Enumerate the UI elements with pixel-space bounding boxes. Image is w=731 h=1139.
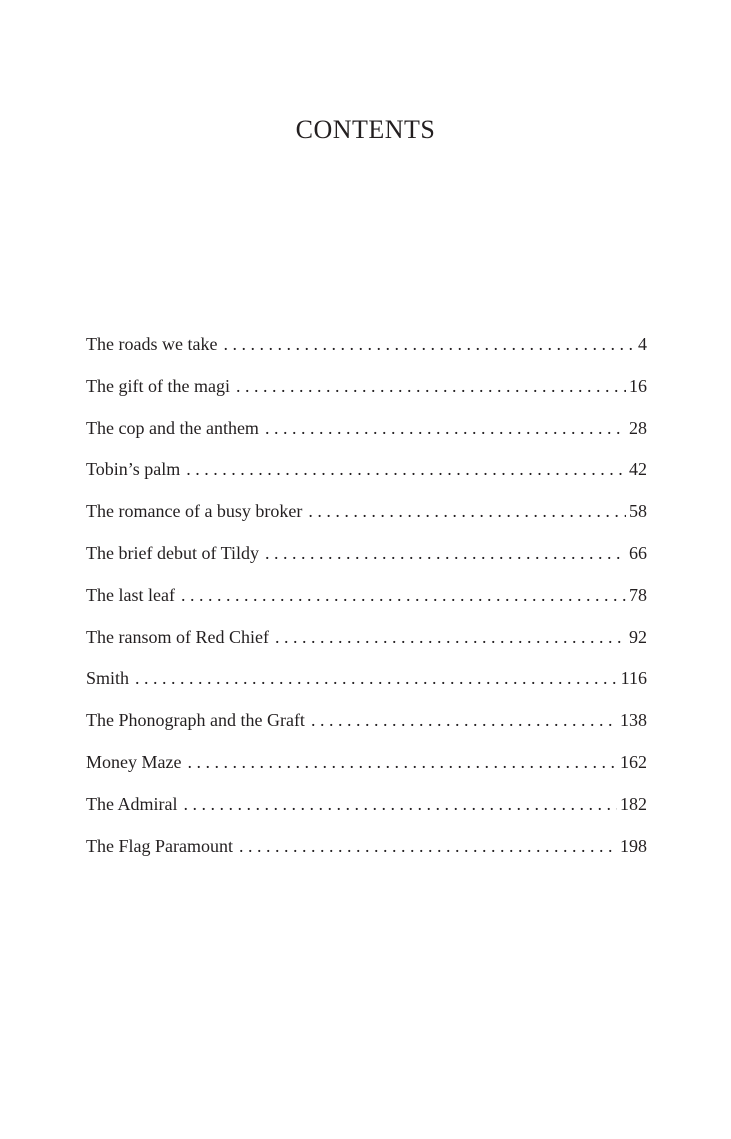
- toc-entry-page: 116: [620, 668, 647, 689]
- toc-entry[interactable]: [86, 539, 647, 581]
- toc-entry-page: 162: [620, 751, 647, 772]
- toc-entry-page: 78: [629, 584, 647, 605]
- toc-entry[interactable]: [86, 664, 647, 706]
- toc-entry-title: The Flag Paramount: [86, 835, 233, 856]
- toc-dot-leader: [186, 455, 626, 483]
- toc-entry-title: The brief debut of Tildy: [86, 542, 259, 563]
- toc-dot-leader: [183, 790, 617, 818]
- toc-entry-title: The romance of a busy broker: [86, 501, 303, 522]
- toc-entry[interactable]: [86, 581, 647, 623]
- toc-entry[interactable]: [86, 706, 647, 748]
- toc-entry-page: 58: [629, 501, 647, 522]
- toc-entry-title: The ransom of Red Chief: [86, 626, 269, 647]
- toc-entry-title: The cop and the anthem: [86, 417, 259, 438]
- toc-entry-title: Tobin’s palm: [86, 459, 181, 480]
- toc-entry-page: 182: [620, 793, 647, 814]
- toc-entry-page: 28: [629, 417, 647, 438]
- toc-dot-leader: [239, 832, 617, 860]
- toc-entry[interactable]: [86, 372, 647, 414]
- toc-entry-title: The Admiral: [86, 793, 178, 814]
- toc-entry-page: 92: [629, 626, 647, 647]
- toc-entry-page: 16: [629, 375, 647, 396]
- toc-entry[interactable]: [86, 455, 647, 497]
- toc-entry-page: 42: [629, 459, 647, 480]
- toc-dot-leader: [223, 330, 635, 358]
- page-title: CONTENTS: [295, 115, 436, 144]
- toc-dot-leader: [311, 706, 617, 734]
- toc-dot-leader: [181, 581, 626, 609]
- table-of-contents: [86, 330, 647, 873]
- toc-dot-leader: [265, 414, 626, 442]
- toc-entry-title: Smith: [86, 668, 130, 689]
- toc-entry-page: 138: [620, 710, 647, 731]
- toc-dot-leader: [135, 664, 618, 692]
- toc-dot-leader: [308, 497, 626, 525]
- toc-entry[interactable]: [86, 497, 647, 539]
- toc-entry-page: 66: [629, 542, 647, 563]
- toc-entry-title: The gift of the magi: [86, 375, 230, 396]
- toc-entry[interactable]: [86, 748, 647, 790]
- toc-dot-leader: [187, 748, 617, 776]
- toc-entry[interactable]: [86, 330, 647, 372]
- toc-entry[interactable]: [86, 832, 647, 874]
- toc-dot-leader: [236, 372, 626, 400]
- toc-dot-leader: [265, 539, 626, 567]
- toc-entry-title: The roads we take: [86, 334, 218, 354]
- toc-entry-page: 198: [620, 835, 647, 856]
- toc-dot-leader: [275, 623, 626, 651]
- toc-entry[interactable]: [86, 790, 647, 832]
- toc-entry[interactable]: [86, 414, 647, 456]
- toc-entry-title: Money Maze: [86, 751, 182, 772]
- toc-entry-page: 4: [638, 334, 647, 354]
- toc-entry-title: The Phonograph and the Graft: [86, 710, 305, 731]
- toc-entry-title: The last leaf: [86, 584, 175, 605]
- toc-entry[interactable]: [86, 623, 647, 665]
